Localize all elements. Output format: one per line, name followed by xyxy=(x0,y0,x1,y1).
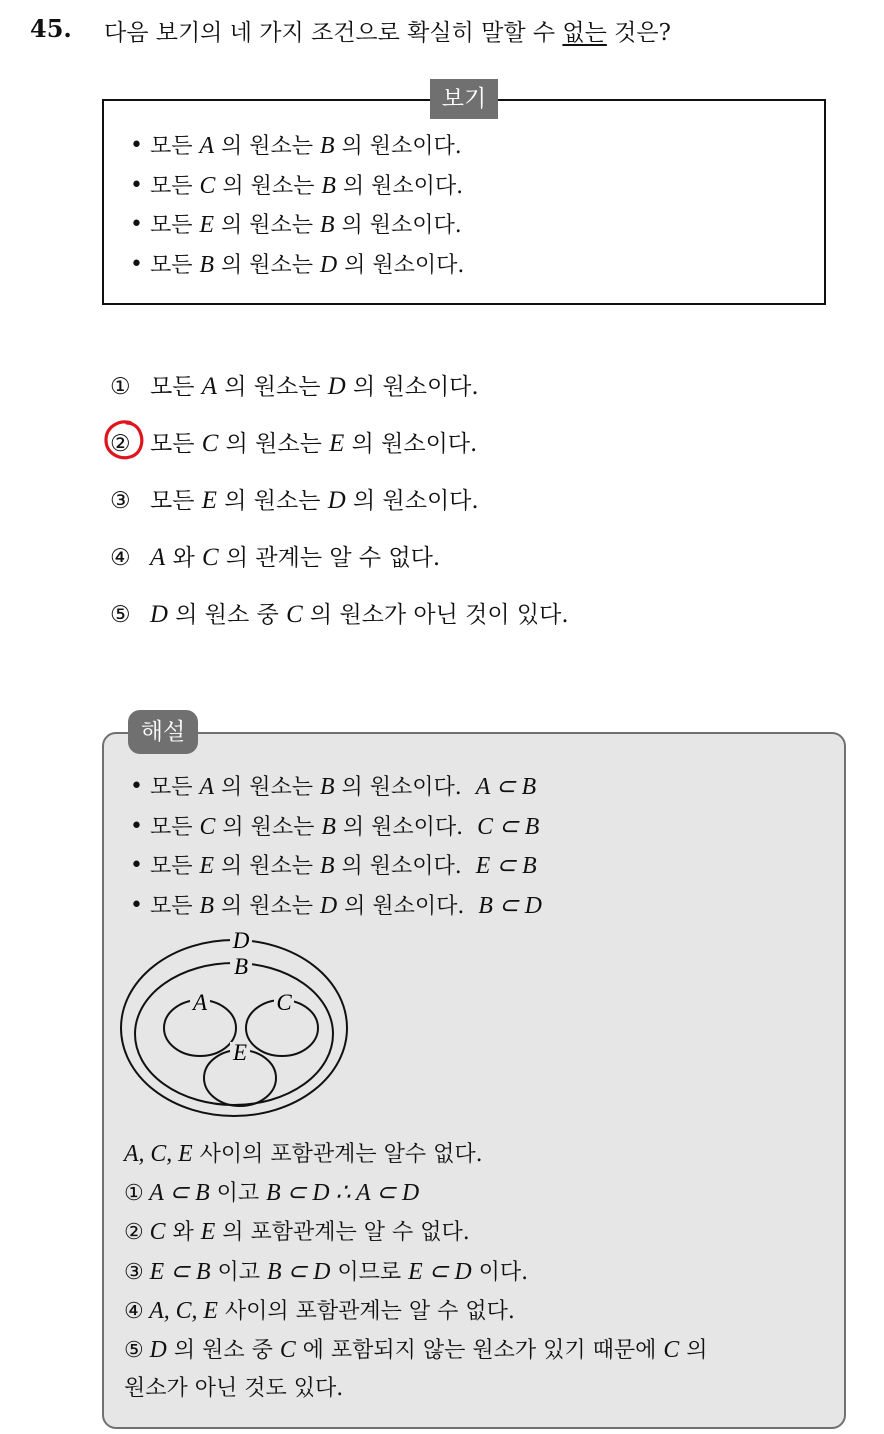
solution-line-text: 이므로 xyxy=(330,1259,409,1285)
bogi-item-text: 의 원소는 xyxy=(214,213,321,238)
set-symbol: E xyxy=(201,487,217,514)
venn-label-d: D xyxy=(232,928,250,953)
solution-item-text: 모든 xyxy=(150,775,200,800)
set-symbol: D xyxy=(320,892,338,919)
solution-line-text: 원소가 아닌 것도 있다. xyxy=(124,1376,344,1402)
math-expr: C xyxy=(663,1337,680,1364)
set-symbol: E xyxy=(329,430,345,457)
choice-number: ② xyxy=(124,1220,144,1246)
bogi-tag: 보기 xyxy=(430,79,498,119)
set-symbol: C xyxy=(199,172,216,199)
solution-line-text: 의 원소 중 xyxy=(166,1338,280,1364)
set-symbol: B xyxy=(320,853,335,879)
solution-line-text: 이고 xyxy=(210,1259,267,1285)
bogi-item-text: 의 원소는 xyxy=(215,173,322,199)
choice-number: ① xyxy=(110,374,131,400)
solution-item-text: 의 원소는 xyxy=(214,854,321,879)
choice-text: 의 원소는 xyxy=(216,488,328,514)
choice-number: ④ xyxy=(124,1298,144,1324)
set-symbol: C xyxy=(201,430,219,457)
set-symbol: C xyxy=(199,813,216,840)
math-expr: B ⊂ D xyxy=(266,1258,331,1285)
choice-number: ② xyxy=(110,431,131,457)
bogi-item xyxy=(128,167,464,207)
bogi-item-text: 모든 xyxy=(150,213,200,238)
question-text-after: 것은? xyxy=(606,20,671,46)
choice-text: 의 관계는 알 수 없다. xyxy=(218,545,441,571)
bogi-item-text: 모든 xyxy=(150,173,200,199)
bogi-item-text: 의 원소는 xyxy=(214,134,321,159)
bogi-item-text: 의 원소이다. xyxy=(334,213,462,238)
set-symbol: B xyxy=(199,892,215,919)
set-symbol: A xyxy=(199,133,215,159)
choice-number: ① xyxy=(124,1181,144,1207)
solution-list xyxy=(128,768,542,926)
solution-tag: 해설 xyxy=(128,710,198,754)
set-symbol: E xyxy=(199,212,215,238)
math-expr: E ⊂ D xyxy=(408,1258,472,1285)
solution-line-text: 사이의 포함관계는 알수 없다. xyxy=(192,1142,483,1167)
solution-item-text: 의 원소이다. xyxy=(334,775,462,800)
solution-line-text: 사이의 포함관계는 알 수 없다. xyxy=(217,1298,515,1324)
bogi-item-text: 의 원소이다. xyxy=(334,134,462,159)
math-expr: E xyxy=(200,1219,216,1246)
bogi-item-text: 모든 xyxy=(150,252,200,278)
bogi-box xyxy=(102,99,826,305)
set-symbol: B xyxy=(199,251,215,278)
choice-1[interactable] xyxy=(110,368,479,401)
set-symbol: A xyxy=(201,373,217,400)
solution-item xyxy=(128,808,542,848)
subset-relation: E ⊂ B xyxy=(475,853,537,879)
solution-item-text: 의 원소는 xyxy=(214,893,321,919)
choice-number: ⑤ xyxy=(124,1338,144,1364)
bogi-item-text: 의 원소는 xyxy=(214,252,321,278)
venn-label-a: A xyxy=(192,990,208,1015)
question-number: 45. xyxy=(30,14,72,43)
choice-text: 모든 xyxy=(150,374,202,400)
solution-line-3 xyxy=(124,1253,707,1292)
venn-label-b: B xyxy=(233,954,249,979)
solution-line-2 xyxy=(124,1213,707,1252)
set-symbol: A xyxy=(150,544,166,571)
choice-text: 모든 xyxy=(150,431,202,457)
solution-item-text: 의 원소이다. xyxy=(337,893,465,919)
venn-label-e: E xyxy=(232,1040,248,1065)
choice-text: 의 원소이다. xyxy=(345,488,479,514)
solution-item-text: 의 원소이다. xyxy=(335,814,464,840)
solution-item-text: 의 원소는 xyxy=(215,814,322,840)
set-symbol: B xyxy=(320,133,335,159)
choice-number: ④ xyxy=(110,545,131,571)
bogi-item-text: 모든 xyxy=(150,134,200,159)
solution-line-0 xyxy=(124,1135,707,1174)
solution-line-1 xyxy=(124,1174,707,1213)
solution-item-text: 의 원소는 xyxy=(214,775,321,800)
set-symbol: E xyxy=(199,853,215,879)
set-symbol: C xyxy=(202,544,219,571)
bogi-item xyxy=(128,246,464,286)
math-expr: A, C, E xyxy=(124,1141,193,1167)
choice-number: ⑤ xyxy=(110,602,131,628)
choice-text: 의 원소가 아닌 것이 있다. xyxy=(302,602,569,628)
solution-line-4 xyxy=(124,1292,707,1331)
bogi-item xyxy=(128,206,464,246)
bogi-list xyxy=(128,127,464,285)
choice-5[interactable] xyxy=(110,596,569,629)
bogi-item-text: 의 원소이다. xyxy=(335,173,464,199)
choice-text: 의 원소이다. xyxy=(345,374,479,400)
math-expr: A, C, E xyxy=(143,1297,218,1324)
choice-text: 와 xyxy=(165,545,203,571)
math-expr: A ⊂ B xyxy=(143,1180,210,1207)
choice-text: 모든 xyxy=(150,488,202,514)
set-symbol: B xyxy=(320,774,335,800)
choice-text: 의 원소는 xyxy=(216,374,328,400)
choice-3[interactable] xyxy=(110,482,479,515)
choice-2[interactable] xyxy=(110,425,477,458)
solution-line-text: 의 포함관계는 알 수 없다. xyxy=(215,1220,470,1246)
set-symbol: D xyxy=(320,251,338,278)
solution-item xyxy=(128,768,542,808)
solution-line-5 xyxy=(124,1331,707,1370)
subset-relation: A ⊂ B xyxy=(475,774,537,800)
bogi-item-text: 의 원소이다. xyxy=(337,252,465,278)
choice-text: 의 원소이다. xyxy=(344,431,478,457)
set-symbol: B xyxy=(320,212,335,238)
subset-relation: B ⊂ D xyxy=(478,892,542,919)
venn-label-c: C xyxy=(276,990,292,1015)
choice-4[interactable] xyxy=(110,539,440,572)
solution-item-text: 의 원소이다. xyxy=(334,854,462,879)
solution-item xyxy=(128,887,542,927)
choice-text: 의 원소 중 xyxy=(167,602,287,628)
set-symbol: C xyxy=(286,601,303,628)
venn-diagram xyxy=(120,928,365,1124)
math-expr: ∴ A ⊂ D xyxy=(329,1180,420,1207)
solution-item-text: 모든 xyxy=(150,814,200,840)
choice-number: ③ xyxy=(124,1259,144,1285)
set-symbol: D xyxy=(327,373,346,400)
math-expr: E ⊂ B xyxy=(143,1258,211,1285)
solution-line-6 xyxy=(124,1370,707,1408)
math-expr: D xyxy=(143,1337,167,1364)
set-symbol: B xyxy=(321,813,336,840)
solution-line-text: 와 xyxy=(165,1220,201,1246)
solution-line-text: 에 포함되지 않는 원소가 있기 때문에 xyxy=(295,1338,664,1364)
set-symbol: D xyxy=(150,601,168,628)
bogi-item xyxy=(128,127,464,167)
math-expr: B ⊂ D xyxy=(266,1180,330,1207)
solution-item-text: 모든 xyxy=(150,854,200,879)
solution-item-text: 모든 xyxy=(150,893,200,919)
set-symbol: D xyxy=(327,487,346,514)
set-symbol: A xyxy=(199,774,215,800)
math-expr: C xyxy=(143,1219,166,1246)
answer-circle-mark xyxy=(101,417,147,463)
solution-explanation xyxy=(124,1135,707,1408)
solution-item xyxy=(128,847,542,887)
math-expr: C xyxy=(279,1337,296,1364)
subset-relation: C ⊂ B xyxy=(477,813,540,840)
choice-number: ③ xyxy=(110,488,131,514)
choice-text: 의 원소는 xyxy=(218,431,330,457)
solution-line-text: 이고 xyxy=(209,1181,267,1207)
set-symbol: B xyxy=(321,172,336,199)
question-text-before: 다음 보기의 네 가지 조건으로 확실히 말할 수 xyxy=(104,20,563,46)
solution-line-text: 이다. xyxy=(471,1259,529,1285)
question-text-underlined: 없는 xyxy=(562,20,607,46)
solution-line-text: 의 xyxy=(679,1338,708,1364)
question-text xyxy=(104,14,671,47)
